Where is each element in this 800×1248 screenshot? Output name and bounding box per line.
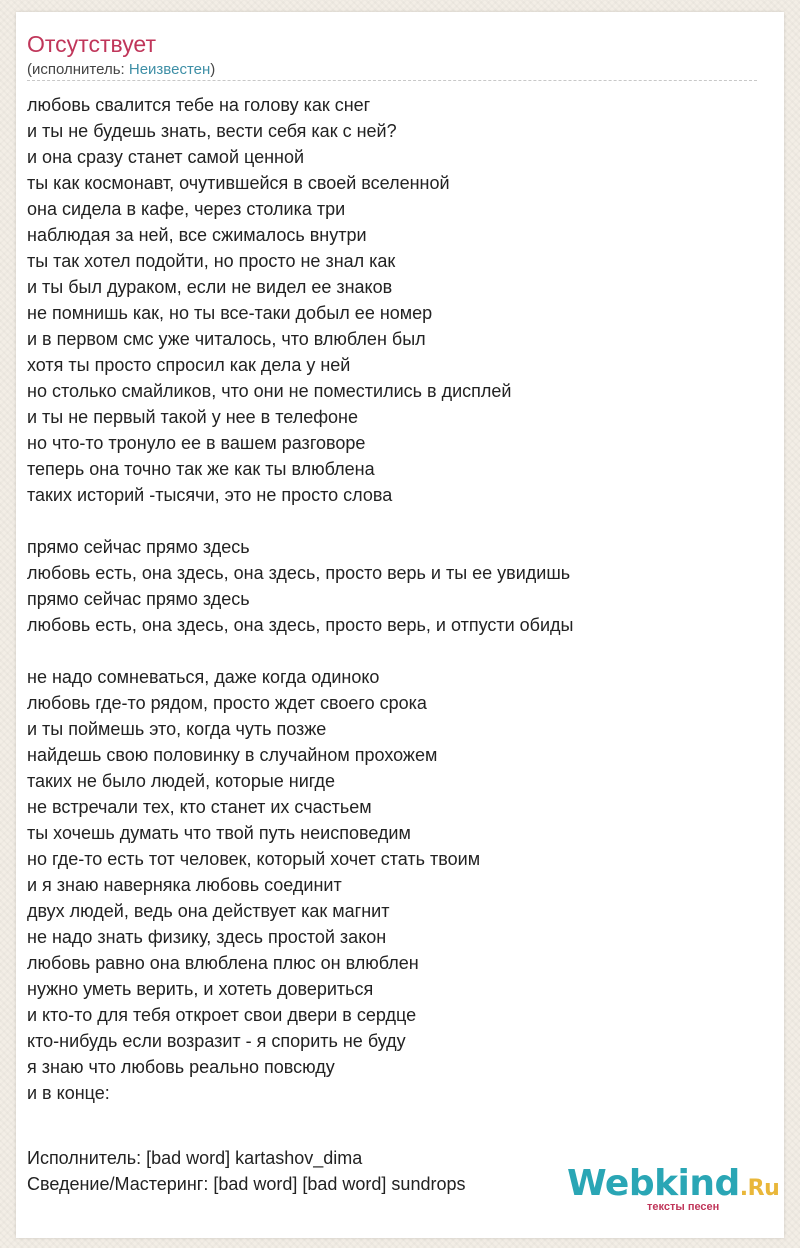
lyrics-line: не надо сомневаться, даже когда одиноко: [27, 667, 380, 687]
lyrics-line: и она сразу станет самой ценной: [27, 147, 305, 167]
logo-suffix: .Ru: [739, 1176, 780, 1201]
lyrics-line: нужно уметь верить, и хотеть довериться: [27, 979, 374, 999]
lyrics-line: прямо сейчас прямо здесь: [27, 589, 250, 609]
credit-performer: Исполнитель: [bad word] kartashov_dima: [27, 1148, 363, 1168]
lyrics-line: и кто-то для тебя откроет свои двери в сердце: [27, 1005, 417, 1025]
lyrics-line: но где-то есть тот человек, который хочет стать твоим: [27, 849, 481, 869]
lyrics-line: но столько смайликов, что они не поместились в дисплей: [27, 381, 512, 401]
lyrics-line: она сидела в кафе, через столика три: [27, 199, 346, 219]
lyrics-line: любовь есть, она здесь, она здесь, просто верь и ты ее увидишь: [27, 563, 571, 583]
lyrics-line: и ты был дураком, если не видел ее знаков: [27, 277, 393, 297]
lyrics-chorus: [27, 534, 762, 638]
lyrics-line: любовь есть, она здесь, она здесь, просто верь, и отпусти обиды: [27, 615, 574, 635]
artist-link[interactable]: Неизвестен: [128, 61, 211, 78]
lyrics-line: таких историй -тысячи, это не просто слова: [27, 485, 393, 505]
lyrics-line: и в конце:: [27, 1083, 110, 1103]
lyrics-line: не надо знать физику, здесь простой закон: [27, 927, 387, 947]
lyrics-line: теперь она точно так же как ты влюблена: [27, 459, 375, 479]
header-divider: [27, 80, 757, 81]
lyrics-line: и ты поймешь это, когда чуть позже: [27, 719, 327, 739]
lyrics-line: не помнишь как, но ты все-таки добыл ее номер: [27, 303, 433, 323]
lyrics-line: и в первом смс уже читалось, что влюблен был: [27, 329, 426, 349]
song-subtitle: [27, 61, 215, 79]
lyrics-line: я знаю что любовь реально повсюду: [27, 1057, 335, 1077]
lyrics-line: и ты не будешь знать, вести себя как с ней?: [27, 121, 397, 141]
lyrics-line: ты хочешь думать что твой путь неисповедим: [27, 823, 411, 843]
lyrics-line: ты так хотел подойти, но просто не знал как: [27, 251, 396, 271]
lyrics-body: [27, 92, 762, 1132]
lyrics-line: любовь равно она влюблена плюс он влюблен: [27, 953, 419, 973]
lyrics-line: найдешь свою половинку в случайном прохожем: [27, 745, 438, 765]
lyrics-line: ты как космонавт, очутившейся в своей вселенной: [27, 173, 450, 193]
lyrics-stanza: [27, 92, 762, 508]
lyrics-line: любовь где-то рядом, просто ждет своего срока: [27, 693, 427, 713]
lyrics-line: наблюдая за ней, все сжималось внутри: [27, 225, 367, 245]
subtitle-prefix: (исполнитель:: [27, 61, 129, 78]
lyrics-line: кто-нибудь если возразит - я спорить не буду: [27, 1031, 406, 1051]
lyrics-line: хотя ты просто спросил как дела у ней: [27, 355, 351, 375]
lyrics-line: любовь свалится тебе на голову как снег: [27, 95, 371, 115]
logo-tagline: тексты песен: [647, 1201, 720, 1213]
lyrics-line: и я знаю наверняка любовь соединит: [27, 875, 342, 895]
lyrics-line: и ты не первый такой у нее в телефоне: [27, 407, 358, 427]
lyrics-line: таких не было людей, которые нигде: [27, 771, 336, 791]
lyrics-stanza: [27, 664, 762, 1106]
lyrics-line: прямо сейчас прямо здесь: [27, 537, 250, 557]
song-title: Отсутствует: [27, 31, 156, 57]
webkind-logo[interactable]: [567, 1163, 780, 1224]
lyrics-line: двух людей, ведь она действует как магнит: [27, 901, 390, 921]
logo-main: Webkind: [567, 1163, 740, 1204]
subtitle-suffix: ): [210, 61, 216, 78]
lyrics-line: не встречали тех, кто станет их счастьем: [27, 797, 372, 817]
credit-mixing: Сведение/Мастеринг: [bad word] [bad word] sundrops: [27, 1174, 466, 1194]
lyrics-line: но что-то тронуло ее в вашем разговоре: [27, 433, 366, 453]
